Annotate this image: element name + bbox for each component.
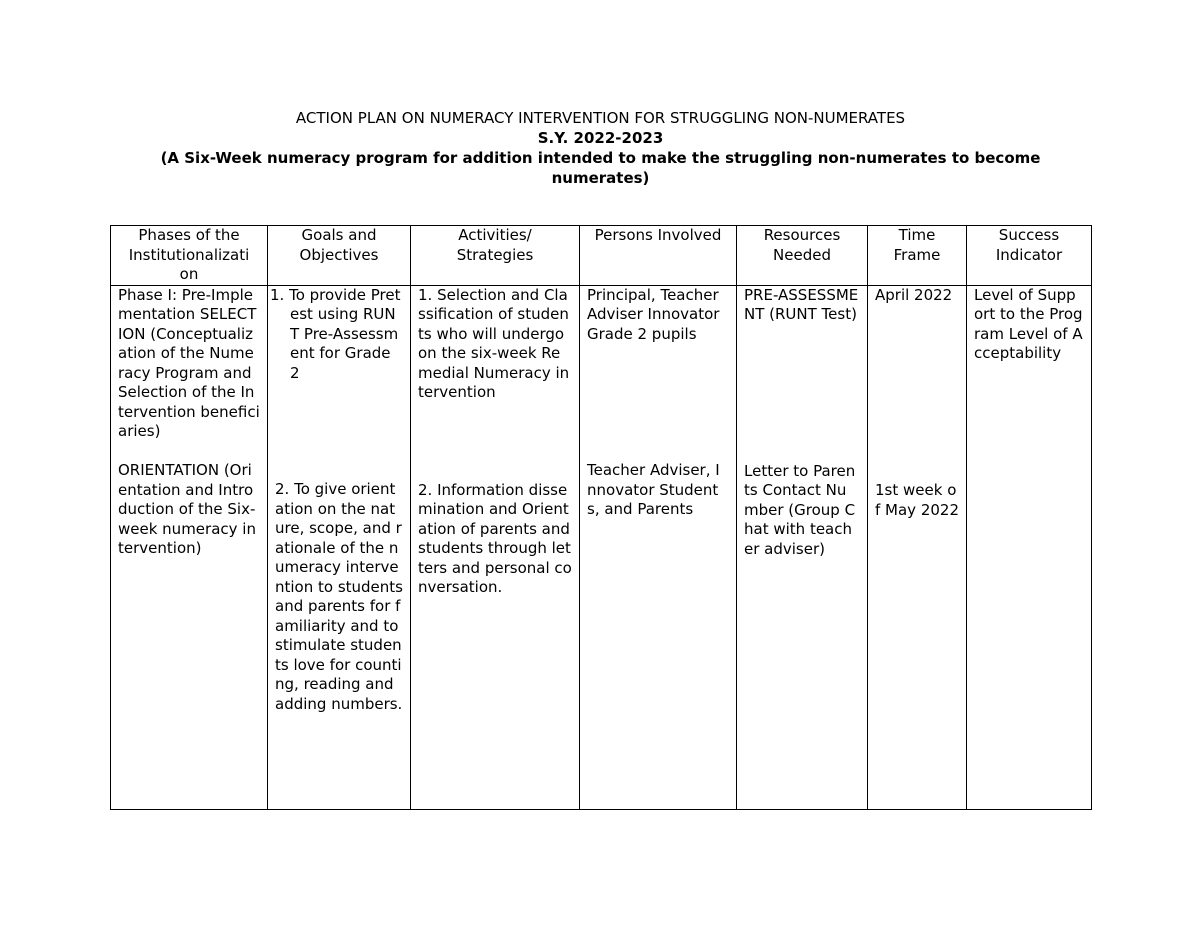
cell-activities: [411, 285, 580, 809]
table-header-row: [111, 226, 1092, 286]
document-title: ACTION PLAN ON NUMERACY INTERVENTION FOR STRUGGLING NON-NUMERATES: [295, 109, 906, 127]
resources-orientation: Letter to Parents Contact Number (Group Chat with teacher adviser): [744, 461, 856, 558]
cell-time-frame: [868, 285, 967, 809]
time-orientation: 1st week of May 2022: [875, 481, 960, 519]
resources-selection: PRE-ASSESSMENT (RUNT Test): [744, 285, 859, 323]
column-header-persons: Persons Involved: [580, 226, 737, 286]
column-header-success-indicator: Success Indicator: [967, 226, 1092, 286]
cell-persons: [580, 285, 737, 809]
school-year: S.Y. 2022-2023: [537, 129, 664, 147]
persons-selection: Principal, Teacher Adviser Innovator Grade 2 pupils: [587, 285, 720, 343]
column-header-activities: Activities/ Strategies: [411, 226, 580, 286]
cell-phases: [111, 285, 268, 809]
document-header: [110, 108, 1091, 188]
goal-orientation: 2. To give orientation on the nature, scope, and rationale of the numeracy intervention to students and parents for familiarity and to stimulate students love for counting, reading and adding numbers.: [275, 480, 403, 713]
column-header-time-frame: Time Frame: [868, 226, 967, 286]
success-indicator: Level of Support to the Program Level of Acceptability: [974, 285, 1083, 362]
activity-information: 2. Information dissemination and Orientation of parents and students through letters and personal conversation.: [418, 480, 572, 596]
persons-orientation: Teacher Adviser, Innovator Students, and Parents: [587, 461, 720, 518]
column-header-goals: Goals and Objectives: [268, 226, 411, 286]
document-subtitle: (A Six-Week numeracy program for addition intended to make the struggling non-numerates to become numerates): [160, 149, 1041, 187]
goal-pretest: 1. To provide Pretest using RUNT Pre-Assessment for Grade 2: [270, 285, 401, 382]
column-header-phases: Phases of the Institutionalizati on: [111, 226, 268, 286]
time-selection: April 2022: [875, 285, 953, 304]
cell-goals: [268, 285, 411, 809]
cell-success-indicator: [967, 285, 1092, 809]
cell-resources: [737, 285, 868, 809]
column-header-resources: Resources Needed: [737, 226, 868, 286]
action-plan-table: [110, 225, 1092, 810]
activity-selection: 1. Selection and Classification of students who will undergo on the six-week Remedial Numeracy intervention: [418, 285, 570, 401]
phase-orientation: ORIENTATION (Orientation and Introduction of the Six-week numeracy intervention): [118, 461, 256, 557]
phase-selection: Phase I: Pre-Implementation SELECTION (Conceptualization of the Numeracy Program and Selection of the Intervention beneficiaries): [118, 285, 260, 440]
table-row: [111, 285, 1092, 809]
